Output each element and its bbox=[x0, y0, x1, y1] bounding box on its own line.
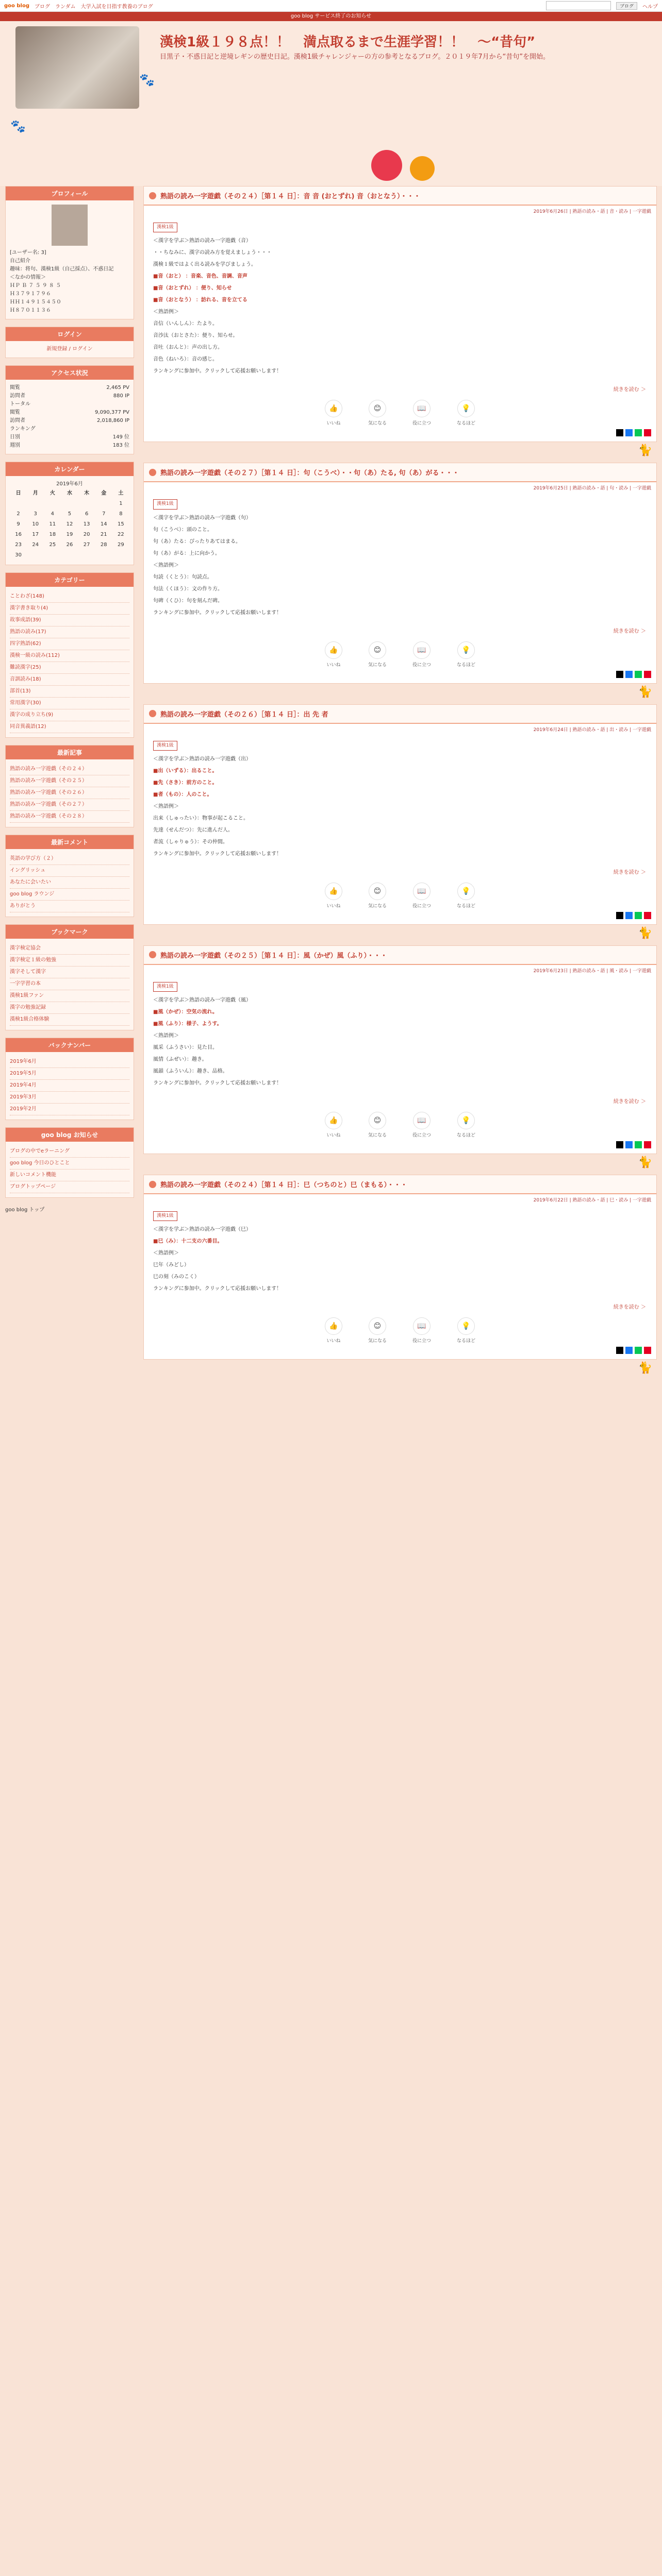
reaction-icon: 😊 bbox=[369, 641, 386, 659]
access-label: ランキング bbox=[10, 426, 36, 432]
reaction-label: 役に立つ bbox=[412, 1338, 431, 1344]
article-line: ■音（おと） ：音楽、音色、音調、音声 bbox=[153, 274, 247, 280]
reaction-icon: 💡 bbox=[457, 1112, 475, 1129]
reaction-icon: 👍 bbox=[325, 400, 342, 417]
article-line: ■風（ふり）：様子、ようす。 bbox=[153, 1021, 222, 1027]
reaction-label: 役に立つ bbox=[412, 903, 431, 909]
reaction-button[interactable] bbox=[368, 883, 387, 909]
reaction-label: 気になる bbox=[368, 421, 387, 427]
ranking-text: ランキングに参加中。クリックして応援お願いします！ bbox=[153, 1286, 282, 1292]
bookmark-box: ブックマーク 漢字検定協会 漢字検定１級の勉強 漢字そして漢字 一字学習の本 漢検1級ファン 漢字の勉強記録 漢検1級合格体験 bbox=[5, 924, 134, 1030]
article-title[interactable]: 熟語の読み一字遊戯（その２６）［第１４ 日］：出 先 者 bbox=[160, 710, 328, 719]
recent-article-link[interactable]: 熟語の読み一字遊戯（その２５） bbox=[10, 775, 129, 787]
category-badge[interactable]: 漢検1級 bbox=[153, 499, 177, 509]
cat-icon: 🐈 bbox=[638, 1156, 652, 1170]
reaction-button[interactable] bbox=[368, 1317, 387, 1344]
article-line: 風采（ふうさい）：見た目。 bbox=[153, 1045, 218, 1051]
recent-article-link[interactable]: 熟語の読み一字遊戯（その２８） bbox=[10, 811, 129, 823]
access-label: 閲覧 bbox=[10, 410, 20, 415]
goo-logo[interactable]: goo blog bbox=[4, 3, 29, 9]
calendar-day-header: 火 bbox=[49, 490, 55, 496]
access-box: アクセス状況 閲覧 2,465 PV 訪問者 880 IP トータル 閲覧 9,090,377 PV 訪問者 2,018,860 IP ランキング 日別 149 位 週別 183 位 bbox=[5, 365, 134, 454]
category-link[interactable]: 漢検一級の読み(112) bbox=[10, 650, 129, 662]
share-icon[interactable] bbox=[616, 912, 623, 919]
reaction-label: なるほど bbox=[457, 421, 476, 427]
reaction-button[interactable] bbox=[325, 1317, 342, 1344]
blog-article bbox=[143, 704, 657, 940]
recent-articles-box: 最新記事 熟語の読み一字遊戯（その２４） 熟語の読み一字遊戯（その２５） 熟語の読み一字遊戯（その２６） 熟語の読み一字遊戯（その２７） 熟語の読み一字遊戯（その２８） bbox=[5, 745, 134, 827]
share-icon[interactable] bbox=[625, 671, 633, 678]
article-line: ■者（もの）：人のこと。 bbox=[153, 791, 212, 798]
goo-blog-box: goo blog お知らせ ブログの中でeラーニング goo blog 今日のひとこと 新しいコメント機能 ブログトップページ bbox=[5, 1127, 134, 1198]
reaction-icon: 📖 bbox=[413, 1112, 431, 1129]
article-meta: 2019年6月25日 | 熟語の読み・語 | 句・読み | 一字遊戯 bbox=[533, 486, 651, 492]
reaction-button[interactable] bbox=[412, 1317, 431, 1344]
bookmark-link[interactable]: 一字学習の本 bbox=[10, 978, 129, 990]
recent-comment-link[interactable]: ありがとう bbox=[10, 901, 129, 912]
recent-comment-link[interactable]: goo blog ラウンジ bbox=[10, 889, 129, 901]
article-line: ＜熟語例＞ bbox=[153, 1250, 179, 1257]
share-bar bbox=[144, 912, 656, 924]
reaction-button[interactable] bbox=[457, 1317, 475, 1344]
access-row bbox=[10, 425, 129, 433]
article-line: 先達（せんだつ）：先に進んだ人。 bbox=[153, 827, 233, 833]
read-more-link[interactable]: 続きを読む ＞ bbox=[613, 1304, 646, 1311]
cat-icon: 🐈 bbox=[638, 1362, 652, 1375]
article-title[interactable]: 熟語の読み一字遊戯（その２４）［第１４ 日］：音 音 (おとずれ) 音（おとなう）・・・ bbox=[160, 193, 421, 200]
recent-article-link[interactable]: 熟語の読み一字遊戯（その２６） bbox=[10, 787, 129, 799]
article-line: 漢検１級ではよく出る読みを学びましょう。 bbox=[153, 262, 256, 268]
reaction-icon: 😊 bbox=[369, 1112, 386, 1129]
reaction-button[interactable] bbox=[412, 1112, 431, 1138]
article-header bbox=[144, 705, 656, 724]
article-line: 句碑（くひ）：句を刻んだ碑。 bbox=[153, 598, 223, 604]
article-meta: 2019年6月22日 | 熟語の読み・語 | 巳・読み | 一字遊戯 bbox=[533, 1198, 651, 1204]
reaction-icon: 💡 bbox=[457, 1317, 475, 1335]
cat-icon: 🐈 bbox=[638, 926, 652, 940]
ranking-text: ランキングに参加中。クリックして応援お願いします！ bbox=[153, 609, 282, 616]
article-header bbox=[144, 187, 656, 206]
article-line: 音沙汰（おとさた）：便り、知らせ。 bbox=[153, 333, 238, 339]
article-line: ■巳（み）：十二支の六番目。 bbox=[153, 1239, 223, 1245]
article-meta: 2019年6月26日 | 熟語の読み・語 | 音・読み | 一字遊戯 bbox=[533, 209, 651, 214]
article-line: ＜漢字を学ぶ＞熟語の読み一字遊戯（出） bbox=[153, 756, 251, 762]
topbar-link-current[interactable]: 大学入試を目指す教養のブログ bbox=[80, 4, 153, 10]
backnumber-link[interactable]: 2019年2月 bbox=[10, 1104, 129, 1115]
goo-news-link[interactable]: ブログトップページ bbox=[10, 1181, 129, 1193]
main-content bbox=[143, 186, 657, 1380]
category-link[interactable]: ことわざ(148) bbox=[10, 591, 129, 603]
article-line: 巳年（みどし） bbox=[153, 1262, 189, 1268]
article-body bbox=[144, 1205, 656, 1302]
share-icon[interactable] bbox=[635, 1347, 642, 1354]
article-line: ＜熟語例＞ bbox=[153, 803, 179, 809]
share-icon[interactable] bbox=[644, 912, 651, 919]
reaction-icon: 📖 bbox=[413, 400, 431, 417]
reaction-label: 役に立つ bbox=[412, 421, 431, 427]
access-label: 訪問者 bbox=[10, 393, 25, 399]
article-line: 風情（ふぜい）：趣き。 bbox=[153, 1057, 207, 1063]
ranking-text: ランキングに参加中。クリックして応援お願いします！ bbox=[153, 368, 282, 375]
share-icon[interactable] bbox=[644, 1141, 651, 1148]
reaction-label: いいね bbox=[326, 903, 341, 909]
reaction-button[interactable] bbox=[325, 641, 342, 668]
calendar-day-header: 金 bbox=[101, 490, 107, 496]
article-meta: 2019年6月24日 | 熟語の読み・語 | 出・読み | 一字遊戯 bbox=[533, 727, 651, 733]
article-line: ・・ちなみに、漢字の読み方を覚えましょう・・・ bbox=[153, 250, 272, 256]
article-line: 句（こうべ）：頭のこと。 bbox=[153, 527, 212, 533]
blog-header bbox=[0, 21, 662, 186]
category-link[interactable]: 音訓読み(18) bbox=[10, 674, 129, 686]
goo-news-link[interactable]: goo blog 今日のひとこと bbox=[10, 1158, 129, 1170]
ranking-text: ランキングに参加中。クリックして応援お願いします！ bbox=[153, 1080, 282, 1087]
category-link[interactable]: 四字熟語(62) bbox=[10, 638, 129, 650]
profile-box: プロフィール [ユーザー名: 3] 自己紹介 趣味：将句、漢検1級（自己採点）、不惑日記 ＜なかの情報＞ ＨＰ Ｂ ７ ５ ９ ８ ５ Ｈ３７９１７９６ ＨＨ１４９１５４５０ Ｈ８７０１１３６ bbox=[5, 186, 134, 319]
bookmark-link[interactable]: 漢字検定協会 bbox=[10, 943, 129, 955]
yarn-ball-icon bbox=[371, 150, 402, 181]
access-label: 日別 bbox=[10, 434, 20, 440]
reaction-bar bbox=[144, 1105, 656, 1141]
site-title[interactable]: 漢検1級１９８点！！ 満点取るまで生涯学習！！ ～“昔句” bbox=[160, 35, 536, 50]
recent-comment-link[interactable]: あなたに会いたい bbox=[10, 877, 129, 889]
article-line: 風韻（ふういん）：趣き、品格。 bbox=[153, 1069, 228, 1075]
topbar-link-random[interactable]: ランダム bbox=[55, 4, 76, 10]
article-meta: 2019年6月23日 | 熟語の読み・語 | 風・読み | 一字遊戯 bbox=[533, 968, 651, 974]
ranking-text: ランキングに参加中。クリックして応援お願いします！ bbox=[153, 851, 282, 857]
article-line: ＜漢字を学ぶ＞熟語の読み一字遊戯（音） bbox=[153, 238, 251, 244]
access-value: 9,090,377 PV bbox=[95, 410, 129, 415]
article-line: ＜熟語例＞ bbox=[153, 309, 179, 315]
category-badge[interactable]: 漢検1級 bbox=[153, 741, 177, 751]
article-line: 句読（くとう）：句読点。 bbox=[153, 574, 212, 580]
reaction-icon: 👍 bbox=[325, 1317, 342, 1335]
reaction-icon: 👍 bbox=[325, 883, 342, 900]
reaction-label: なるほど bbox=[457, 662, 476, 668]
category-link[interactable]: 故事成語(39) bbox=[10, 615, 129, 626]
article-line: 音吐（おんと）：声の出し方。 bbox=[153, 345, 223, 351]
recent-comment-link[interactable]: 英語の学び方（２） bbox=[10, 853, 129, 865]
category-badge[interactable]: 漢検1級 bbox=[153, 1211, 177, 1221]
reaction-icon: 😊 bbox=[369, 1317, 386, 1335]
bookmark-link[interactable]: 漢検1級合格体験 bbox=[10, 1014, 129, 1026]
reaction-button[interactable] bbox=[457, 641, 475, 668]
share-bar bbox=[144, 1347, 656, 1359]
article-bullet-icon bbox=[149, 192, 156, 199]
recent-comment-link[interactable]: イングリッシュ bbox=[10, 865, 129, 877]
article-bullet-icon bbox=[149, 951, 156, 958]
access-row bbox=[10, 384, 129, 392]
blog-article bbox=[143, 186, 657, 457]
category-link[interactable]: 熟語の読み(17) bbox=[10, 626, 129, 638]
access-row bbox=[10, 417, 129, 425]
login-link[interactable]: 新規登録 / ログイン bbox=[46, 346, 93, 352]
article-header bbox=[144, 1175, 656, 1194]
reaction-icon: 💡 bbox=[457, 641, 475, 659]
site-description: 目黒子・不惑日記と逆境レギンの歴史日記。漢検1級チャレンジャーの方の参考となるブログ。２０１９年7月から“昔句”を開始。 bbox=[160, 53, 550, 61]
access-value: 149 位 bbox=[112, 434, 129, 440]
reaction-button[interactable] bbox=[457, 1112, 475, 1138]
reaction-button[interactable] bbox=[368, 641, 387, 668]
help-link[interactable]: ヘルプ bbox=[642, 4, 658, 10]
goo-blog-top-link[interactable]: goo blog トップ bbox=[5, 1207, 45, 1213]
article-line: 巳の刻（みのこく） bbox=[153, 1274, 200, 1280]
access-label: 週別 bbox=[10, 443, 20, 448]
calendar-day-header: 月 bbox=[32, 490, 38, 496]
category-link[interactable]: 部首(13) bbox=[10, 686, 129, 698]
reaction-label: 役に立つ bbox=[412, 662, 431, 668]
share-bar bbox=[144, 429, 656, 442]
blog-article bbox=[143, 945, 657, 1170]
reaction-button[interactable] bbox=[412, 400, 431, 426]
reaction-label: 気になる bbox=[368, 1338, 387, 1344]
access-label: 閲覧 bbox=[10, 385, 20, 391]
cats-image bbox=[15, 26, 139, 109]
article-bullet-icon bbox=[149, 710, 156, 717]
article-body bbox=[144, 493, 656, 626]
access-row bbox=[10, 392, 129, 400]
access-row bbox=[10, 442, 129, 450]
reaction-bar bbox=[144, 1310, 656, 1347]
article-line: ＜熟語例＞ bbox=[153, 1033, 179, 1039]
share-icon[interactable] bbox=[616, 1141, 623, 1148]
reaction-label: 気になる bbox=[368, 903, 387, 909]
article-body bbox=[144, 735, 656, 868]
read-more-link[interactable]: 続きを読む ＞ bbox=[613, 628, 646, 634]
recent-article-link[interactable]: 熟語の読み一字遊戯（その２４） bbox=[10, 764, 129, 775]
share-icon[interactable] bbox=[625, 912, 633, 919]
reaction-button[interactable] bbox=[368, 1112, 387, 1138]
share-icon[interactable] bbox=[644, 671, 651, 678]
reaction-button[interactable] bbox=[325, 883, 342, 909]
cat-icon: 🐈 bbox=[638, 444, 652, 457]
bookmark-link[interactable]: 漢字そして漢字 bbox=[10, 967, 129, 978]
search-input[interactable] bbox=[546, 1, 611, 10]
reaction-label: いいね bbox=[326, 1133, 341, 1139]
recent-article-link[interactable]: 熟語の読み一字遊戯（その２７） bbox=[10, 799, 129, 811]
backnumber-link[interactable]: 2019年4月 bbox=[10, 1080, 129, 1092]
login-box: ログイン 新規登録 / ログイン bbox=[5, 327, 134, 358]
calendar-day-header: 木 bbox=[84, 490, 90, 496]
read-more-link[interactable]: 続きを読む ＞ bbox=[613, 869, 646, 875]
article-line: 句（あ）たる：ぴったりあてはまる。 bbox=[153, 538, 241, 545]
article-body bbox=[144, 976, 656, 1097]
share-icon[interactable] bbox=[635, 1141, 642, 1148]
share-icon[interactable] bbox=[616, 429, 623, 436]
reaction-button[interactable] bbox=[325, 1112, 342, 1138]
paw-icon: 🐾 bbox=[139, 73, 155, 87]
read-more-link[interactable]: 続きを読む ＞ bbox=[613, 387, 646, 393]
article-line: ■風（かぜ）：空気の流れ。 bbox=[153, 1009, 218, 1015]
share-icon[interactable] bbox=[616, 671, 623, 678]
reaction-icon: 👍 bbox=[325, 641, 342, 659]
reaction-label: 役に立つ bbox=[412, 1133, 431, 1139]
share-icon[interactable] bbox=[625, 1141, 633, 1148]
reaction-icon: 📖 bbox=[413, 641, 431, 659]
article-line: 句（あ）がる：上に向かう。 bbox=[153, 550, 220, 556]
reaction-label: なるほど bbox=[457, 903, 476, 909]
reaction-label: いいね bbox=[326, 1338, 341, 1344]
article-title[interactable]: 熟語の読み一字遊戯（その２４）［第１４ 日］：巳（つちのと）巳（まもる）・・・ bbox=[160, 1181, 408, 1190]
article-line: ＜熟語例＞ bbox=[153, 562, 179, 568]
calendar-box: カレンダー 2019年6月 日 月 火 水 木 金 土 1 2 3 4 5 6 7 8 9 10 11 12 13 14 15 16 17 18 19 20 21 22 23 24 25 26 27 28 29 30 bbox=[5, 462, 134, 565]
article-line: ■音（おとなう） ：訪れる、音を立てる bbox=[153, 297, 247, 303]
article-line: ■音（おとずれ） ：便り、知らせ bbox=[153, 285, 232, 292]
share-icon[interactable] bbox=[644, 1347, 651, 1354]
article-title[interactable]: 熟語の読み一字遊戯（その２５）［第１４ 日］：風（かぜ）風（ふり）・・・ bbox=[160, 952, 388, 960]
share-icon[interactable] bbox=[625, 429, 633, 436]
reaction-button[interactable] bbox=[457, 400, 475, 426]
article-title[interactable]: 熟語の読み一字遊戯（その２７）［第１４ 日］：句（こうべ）・・句（あ）たる, 句（あ）がる・・・ bbox=[160, 469, 459, 478]
share-icon[interactable] bbox=[635, 671, 642, 678]
blog-article bbox=[143, 1175, 657, 1375]
reaction-bar bbox=[144, 634, 656, 671]
reaction-button[interactable] bbox=[457, 883, 475, 909]
reaction-bar bbox=[144, 393, 656, 429]
backnumber-link[interactable]: 2019年3月 bbox=[10, 1092, 129, 1104]
access-row bbox=[10, 409, 129, 417]
category-badge[interactable]: 漢検1級 bbox=[153, 982, 177, 992]
reaction-button[interactable] bbox=[412, 641, 431, 668]
article-line: ＜漢字を学ぶ＞熟語の読み一字遊戯（巳） bbox=[153, 1227, 251, 1233]
access-value: 2,018,860 IP bbox=[96, 418, 129, 423]
reaction-label: 気になる bbox=[368, 1133, 387, 1139]
calendar-day-header: 土 bbox=[118, 490, 124, 496]
reaction-icon: 📖 bbox=[413, 883, 431, 900]
article-header bbox=[144, 463, 656, 482]
share-bar bbox=[144, 1141, 656, 1154]
access-value: 183 位 bbox=[112, 443, 129, 448]
topbar-link-blog[interactable]: ブログ bbox=[35, 4, 50, 10]
access-label: トータル bbox=[10, 401, 30, 407]
article-line: ＜漢字を学ぶ＞熟語の読み一字遊戯（風） bbox=[153, 997, 251, 1004]
category-link[interactable]: 同音異義語(12) bbox=[10, 721, 129, 733]
sidebar bbox=[5, 186, 134, 1380]
yarn-ball-icon bbox=[410, 156, 435, 181]
article-bullet-icon bbox=[149, 469, 156, 476]
article-line: ■先（さき）：前方のこと。 bbox=[153, 779, 218, 786]
backnumber-box: バックナンバー 2019年6月 2019年5月 2019年4月 2019年3月 2019年2月 bbox=[5, 1038, 134, 1120]
article-header bbox=[144, 946, 656, 965]
category-link[interactable]: 常用漢字(30) bbox=[10, 698, 129, 709]
share-icon[interactable] bbox=[616, 1347, 623, 1354]
reaction-label: いいね bbox=[326, 421, 341, 427]
reaction-label: いいね bbox=[326, 662, 341, 668]
backnumber-link[interactable]: 2019年6月 bbox=[10, 1056, 129, 1068]
avatar[interactable] bbox=[52, 205, 88, 246]
top-bar bbox=[0, 0, 662, 12]
article-line: 音色（ねいろ）：音の感じ。 bbox=[153, 357, 218, 363]
reaction-button[interactable] bbox=[412, 883, 431, 909]
reaction-label: なるほど bbox=[457, 1133, 476, 1139]
recent-comments-box: 最新コメント 英語の学び方（２） イングリッシュ あなたに会いたい goo blog ラウンジ ありがとう bbox=[5, 835, 134, 917]
bookmark-link[interactable]: 漢字検定１級の勉強 bbox=[10, 955, 129, 967]
backnumber-link[interactable]: 2019年5月 bbox=[10, 1068, 129, 1080]
access-label: 訪問者 bbox=[10, 418, 25, 423]
reaction-button[interactable] bbox=[368, 400, 387, 426]
reaction-label: なるほど bbox=[457, 1338, 476, 1344]
reaction-icon: 😊 bbox=[369, 883, 386, 900]
reaction-icon: 📖 bbox=[413, 1317, 431, 1335]
reaction-button[interactable] bbox=[325, 400, 342, 426]
category-link[interactable]: 難読漢字(25) bbox=[10, 662, 129, 674]
category-badge[interactable]: 漢検1級 bbox=[153, 223, 177, 232]
article-bullet-icon bbox=[149, 1181, 156, 1188]
article-line: 句法（くほう）：文の作り方。 bbox=[153, 586, 223, 592]
category-link[interactable]: 漢字の成り立ち(9) bbox=[10, 709, 129, 721]
share-icon[interactable] bbox=[625, 1347, 633, 1354]
bookmark-link[interactable]: 漢字の勉強記録 bbox=[10, 1002, 129, 1014]
share-icon[interactable] bbox=[644, 429, 651, 436]
article-line: 者流（しゃりゅう）：その仲間。 bbox=[153, 839, 228, 845]
reaction-label: 気になる bbox=[368, 662, 387, 668]
reaction-icon: 👍 bbox=[325, 1112, 342, 1129]
cat-icon: 🐈 bbox=[638, 685, 652, 699]
article-body bbox=[144, 216, 656, 385]
blog-article bbox=[143, 463, 657, 699]
goo-news-link[interactable]: ブログの中でeラーニング bbox=[10, 1146, 129, 1158]
article-line: ＜漢字を学ぶ＞熟語の読み一字遊戯（句） bbox=[153, 515, 251, 521]
access-value: 2,465 PV bbox=[106, 385, 129, 391]
share-bar bbox=[144, 671, 656, 683]
search-button[interactable]: ブログ bbox=[616, 2, 637, 10]
share-icon[interactable] bbox=[635, 912, 642, 919]
read-more-link[interactable]: 続きを読む ＞ bbox=[613, 1099, 646, 1105]
access-row bbox=[10, 433, 129, 442]
paw-icon: 🐾 bbox=[10, 119, 26, 133]
article-line: ■出（いずる）：出ること。 bbox=[153, 768, 218, 774]
access-row bbox=[10, 400, 129, 409]
bookmark-link[interactable]: 漢検1級ファン bbox=[10, 990, 129, 1002]
reaction-bar bbox=[144, 875, 656, 912]
article-line: 音信（いんしん）：たより。 bbox=[153, 321, 218, 327]
category-link[interactable]: 漢字書き取り(4) bbox=[10, 603, 129, 615]
goo-news-link[interactable]: 新しいコメント機能 bbox=[10, 1170, 129, 1181]
article-line: 出来（しゅったい）：物事が起こること。 bbox=[153, 815, 249, 821]
access-value: 880 IP bbox=[113, 393, 129, 399]
reaction-icon: 😊 bbox=[369, 400, 386, 417]
calendar-day-header: 日 bbox=[15, 490, 21, 496]
category-box: カテゴリー ことわざ(148) 漢字書き取り(4) 故事成語(39) 熟語の読み(17) 四字熟語(62) 漢検一級の読み(112) 難読漢字(25) 音訓読み(18) 部首(13) 常用漢字(30) 漢字の成り立ち(9) 同音異義語(12) bbox=[5, 572, 134, 738]
share-icon[interactable] bbox=[635, 429, 642, 436]
calendar: 日 月 火 水 木 金 土 1 2 3 4 5 6 7 8 9 10 11 12 13 14 15 16 17 18 19 20 21 22 23 24 25 26 27 28 29 30 bbox=[10, 488, 129, 561]
reaction-icon: 💡 bbox=[457, 400, 475, 417]
calendar-day-header: 水 bbox=[67, 490, 72, 496]
announcement-bar[interactable]: goo blog サービス終了のお知らせ bbox=[0, 12, 662, 21]
reaction-icon: 💡 bbox=[457, 883, 475, 900]
